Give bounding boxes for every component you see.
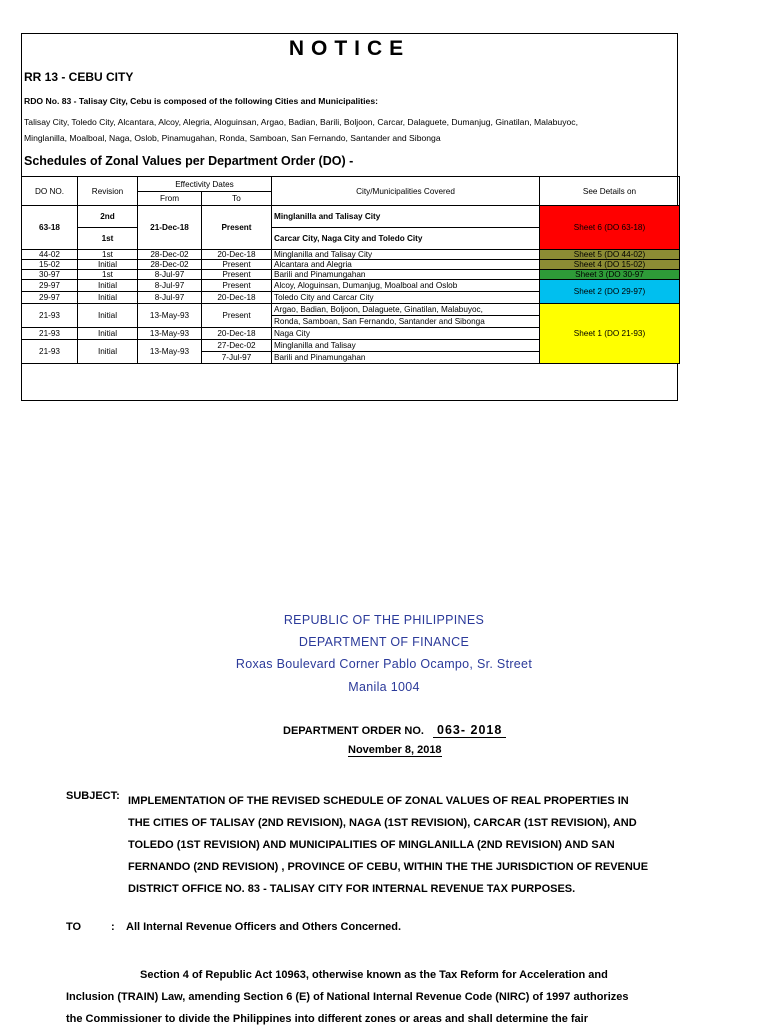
do-number: 063- 2018: [433, 723, 506, 738]
cell-covered: Minglanilla and Talisay: [272, 340, 540, 352]
cell-covered: Carcar City, Naga City and Toledo City: [272, 228, 540, 250]
rdo-description: RDO No. 83 - Talisay City, Cebu is composed of the following Cities and Municipalities:: [24, 96, 378, 106]
subject-line: THE CITIES OF TALISAY (2ND REVISION), NAGA (1ST REVISION), CARCAR (1ST REVISION), AND: [128, 817, 637, 829]
cell-revision: Initial: [78, 292, 138, 304]
cell-covered: Alcantara and Alegria: [272, 260, 540, 270]
table-row: [22, 280, 680, 292]
table-row: [22, 260, 680, 270]
address-line: Roxas Boulevard Corner Pablo Ocampo, Sr. Street: [235, 657, 533, 671]
cell-covered: Minglanilla and Talisay City: [272, 250, 540, 260]
cell-from: 8-Jul-97: [138, 270, 202, 280]
cell-covered: Alcoy, Aloguinsan, Dumanjug, Moalboal and Oslob: [272, 280, 540, 292]
subject-label: SUBJECT:: [66, 790, 120, 802]
cities-line: Minglanilla, Moalboal, Naga, Oslob, Pinamugahan, Ronda, Samboan, San Fernando, Santander and Sibonga: [24, 133, 441, 143]
cities-list: [24, 114, 674, 146]
subject-text: [128, 790, 648, 900]
cell-revision: Initial: [78, 260, 138, 270]
cell-to: Present: [202, 270, 272, 280]
cell-do: 15-02: [22, 260, 78, 270]
sheet-5-link[interactable]: Sheet 5 (DO 44-02): [540, 250, 680, 260]
to-colon: :: [111, 921, 115, 933]
cell-do: 44-02: [22, 250, 78, 260]
cell-to: Present: [202, 280, 272, 292]
department-order-line: [283, 723, 506, 738]
sheet-4-link[interactable]: Sheet 4 (DO 15-02): [540, 260, 680, 270]
sheet-6-link[interactable]: Sheet 6 (DO 63-18): [540, 206, 680, 250]
subject-line: FERNANDO (2ND REVISION) , PROVINCE OF CEBU, WITHIN THE THE JURISDICTION OF REVENUE: [128, 861, 648, 873]
cell-covered: Barili and Pinamungahan: [272, 270, 540, 280]
body-paragraph: [66, 964, 644, 1030]
cell-from: 13-May-93: [138, 304, 202, 328]
cell-revision: 1st: [78, 270, 138, 280]
cell-do: 29-97: [22, 280, 78, 292]
cell-to: Present: [202, 260, 272, 270]
cell-to: 20-Dec-18: [202, 250, 272, 260]
header-covered: City/Municipalities Covered: [272, 177, 540, 206]
cell-to: 20-Dec-18: [202, 292, 272, 304]
cell-revision: Initial: [78, 304, 138, 328]
table-header-row: [22, 177, 680, 192]
to-recipients: All Internal Revenue Officers and Others Concerned.: [126, 921, 402, 933]
notice-box: [21, 33, 678, 401]
cell-covered: Minglanilla and Talisay City: [272, 206, 540, 228]
sheet-2-link[interactable]: Sheet 2 (DO 29-97): [540, 280, 680, 304]
cell-do: 21-93: [22, 328, 78, 340]
paragraph-line: the Commissioner to divide the Philippines into different zones or areas and shall determine the fair: [66, 1013, 588, 1025]
cell-revision: 1st: [78, 228, 138, 250]
table-row: [22, 250, 680, 260]
department-heading: DEPARTMENT OF FINANCE: [298, 635, 470, 649]
header-do-no: DO NO.: [22, 177, 78, 206]
cell-from: 21-Dec-18: [138, 206, 202, 250]
cell-do: 21-93: [22, 340, 78, 364]
cell-revision: Initial: [78, 328, 138, 340]
paragraph-line: Section 4 of Republic Act 10963, otherwise known as the Tax Reform for Acceleration and: [140, 969, 608, 981]
cell-covered: Naga City: [272, 328, 540, 340]
cell-from: 8-Jul-97: [138, 292, 202, 304]
notice-title: NOTICE: [288, 37, 411, 60]
header-to: To: [202, 192, 272, 206]
cell-revision: Initial: [78, 280, 138, 292]
region-heading: RR 13 - CEBU CITY: [24, 70, 134, 84]
cell-to: 7-Jul-97: [202, 352, 272, 364]
cities-line: Talisay City, Toledo City, Alcantara, Alcoy, Alegria, Aloguinsan, Argao, Badian, Barili, Boljoon, Carcar, Dalaguete, Dumanjug, Ginatilan, Malabuyoc,: [24, 117, 578, 127]
cell-revision: 2nd: [78, 206, 138, 228]
order-date: November 8, 2018: [348, 744, 442, 756]
republic-heading: REPUBLIC OF THE PHILIPPINES: [283, 613, 485, 627]
cell-covered: Barili and Pinamungahan: [272, 352, 540, 364]
subject-line: TOLEDO (1ST REVISION) AND MUNICIPALITIES OF MINGLANILLA (2ND REVISION) AND SAN: [128, 839, 615, 851]
cell-do: 63-18: [22, 206, 78, 250]
cell-to: Present: [202, 206, 272, 250]
subject-line: DISTRICT OFFICE NO. 83 - TALISAY CITY FOR INTERNAL REVENUE TAX PURPOSES.: [128, 883, 576, 895]
cell-to: 20-Dec-18: [202, 328, 272, 340]
schedules-heading: Schedules of Zonal Values per Department Order (DO) -: [24, 154, 354, 168]
cell-from: 13-May-93: [138, 340, 202, 364]
cell-covered: Ronda, Samboan, San Fernando, Santander and Sibonga: [272, 316, 540, 328]
do-label: DEPARTMENT ORDER NO.: [283, 725, 424, 737]
zonal-schedule-table: [21, 176, 680, 364]
sheet-1-link[interactable]: Sheet 1 (DO 21-93): [540, 304, 680, 364]
sheet-3-link[interactable]: Sheet 3 (DO 30-97: [540, 270, 680, 280]
header-effectivity: Effectivity Dates: [138, 177, 272, 192]
cell-to: Present: [202, 304, 272, 328]
table-row: [22, 206, 680, 228]
cell-do: 21-93: [22, 304, 78, 328]
cell-revision: Initial: [78, 340, 138, 364]
table-row: [22, 270, 680, 280]
city-line: Manila 1004: [348, 680, 420, 694]
cell-covered: Toledo City and Carcar City: [272, 292, 540, 304]
header-revision: Revision: [78, 177, 138, 206]
cell-revision: 1st: [78, 250, 138, 260]
paragraph-line: Inclusion (TRAIN) Law, amending Section 6 (E) of National Internal Revenue Code (NIRC) of 1997 authorizes: [66, 991, 629, 1003]
cell-covered: Argao, Badian, Boljoon, Dalaguete, Ginatilan, Malabuyoc,: [272, 304, 540, 316]
subject-line: IMPLEMENTATION OF THE REVISED SCHEDULE OF ZONAL VALUES OF REAL PROPERTIES IN: [128, 795, 629, 807]
cell-from: 28-Dec-02: [138, 260, 202, 270]
cell-do: 30-97: [22, 270, 78, 280]
header-details: See Details on: [540, 177, 680, 206]
table-row: [22, 304, 680, 316]
cell-from: 13-May-93: [138, 328, 202, 340]
to-label: TO: [66, 921, 82, 933]
cell-from: 28-Dec-02: [138, 250, 202, 260]
cell-from: 8-Jul-97: [138, 280, 202, 292]
header-from: From: [138, 192, 202, 206]
cell-to: 27-Dec-02: [202, 340, 272, 352]
cell-do: 29-97: [22, 292, 78, 304]
